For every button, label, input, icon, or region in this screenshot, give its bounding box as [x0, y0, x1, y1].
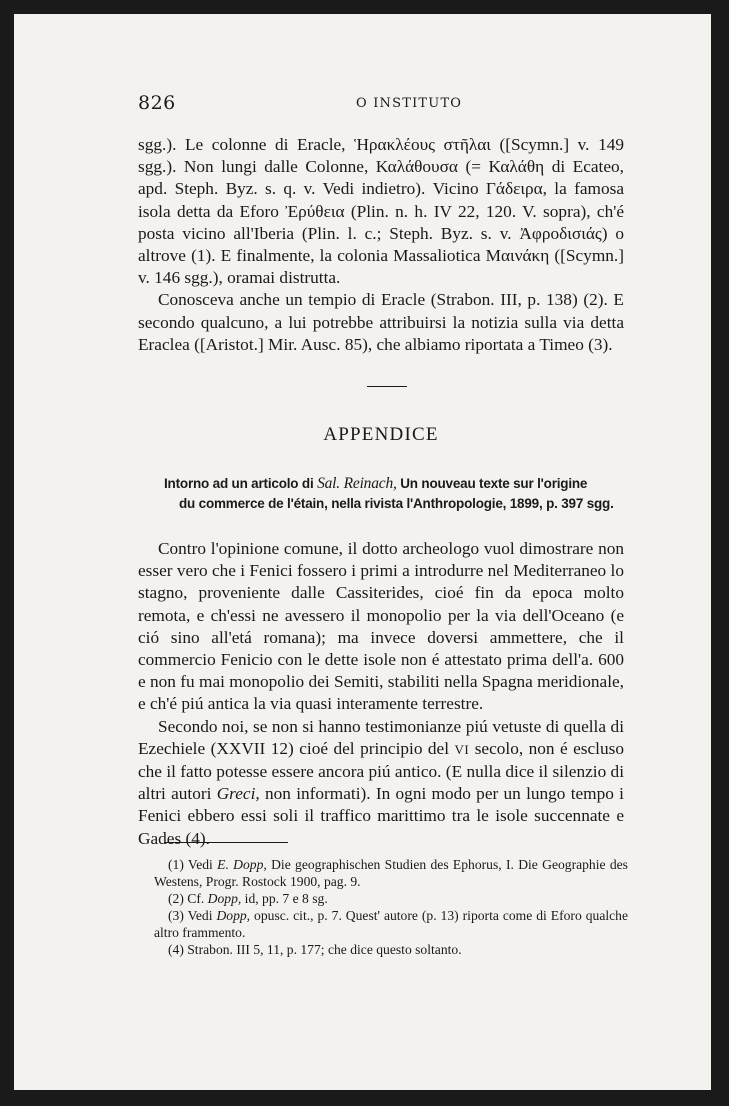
running-head: O INSTITUTO	[356, 96, 463, 111]
paragraph-text: Secondo noi, se non si hanno testimonianze piú vetuste di quella di Ezechiele (XXVII 12) cioé del principio del	[138, 716, 624, 758]
paragraph: sgg.). Le colonne di Eracle, Ἡρακλέους στῆλαι ([Scymn.] v. 149 sgg.). Non lungi dalle Colonne, Καλάθουσα (= Καλάθη di Ecateo, apd. Steph. Byz. s. q. v. Vedi indietro). Vicino Γάδειρα, la famosa isola detta da Eforo Ἐρύθεια (Plin. n. h. IV 22, 120. V. sopra), ch'é posta vicino all'Iberia (Plin. l. c.; Steph. Byz. s. v. Ἀφροδισιάς) o altrove (1). E finalmente, la colonia Massaliotica Μαινάκη ([Scymn.] v. 146 sgg.), oramai distrutta.	[138, 135, 624, 288]
footnote-3	[154, 907, 628, 941]
subheading-text: du commerce de l'étain, nella rivista l'Anthropologie, 1899, p. 397 sgg.	[179, 496, 614, 511]
subheading-author: Sal. Reinach,	[317, 475, 397, 492]
footnote-text: (3) Vedi	[168, 908, 213, 923]
scanned-page	[14, 14, 711, 1090]
section-divider	[367, 386, 407, 387]
footnote-text: Die geographischen Studien des Ephorus, I. Die Geographie des Westens, Progr. Rostock 1900, pag. 9.	[154, 857, 628, 889]
body-text-main	[138, 538, 624, 850]
paragraph-text: non informati). In ogni modo per un lungo tempo i Fenici ebbero essi soli il traffico marittimo tra le isole succennate e Gades (4).	[138, 784, 624, 848]
page-header	[138, 92, 647, 114]
paragraph: Contro l'opinione comune, il dotto archeologo vuol dimostrare non esser vero che i Fenici fossero i primi a introdurre nel Mediterraneo lo stagno, proveniente dalle Cassiterides, cioé fin da epoca molto remota, e ch'essi ne avessero il monopolio per la via dell'Oceano (e ció sino all'etá romana); ma invece doversi ammettere, che il commercio Fenicio con le dette isole non é attestato prima dell'a. 600 e non fu mai monopolio dei Semiti, stabiliti nella Spagna meridionale, e ch'é piú antica la via quasi interamente terrestre.	[138, 539, 624, 714]
paragraph-text: secolo, non é escluso che il fatto potesse essere ancora piú antico. (E nulla dice il silenzio di altri autori	[138, 738, 624, 804]
paragraph	[138, 716, 624, 850]
footnote-text: opusc. cit., p. 7. Quest' autore (p. 13) riporta come di Eforo qualche altro frammento.	[154, 908, 628, 940]
page-number: 826	[138, 92, 176, 114]
subheading-text: Un nouveau texte sur l'origine	[400, 476, 588, 491]
footnote-text: id, pp. 7 e 8 sg.	[244, 891, 328, 906]
paragraph: Conosceva anche un tempio di Eracle (Strabon. III, p. 138) (2). E secondo qualcuno, a lui potrebbe attribuirsi la notizia sulla via detta Eraclea ([Aristot.] Mir. Ausc. 85), che albiamo riportata a Timeo (3).	[138, 290, 624, 354]
appendix-title: APPENDICE	[323, 424, 439, 445]
body-text-top	[138, 134, 624, 356]
footnote-text: (2) Cf.	[168, 891, 205, 906]
footnotes	[154, 856, 628, 958]
footnote-1	[154, 856, 628, 890]
footnote-author: Dopp,	[207, 891, 242, 906]
appendix-subheading	[164, 474, 624, 514]
footnote-rule	[164, 842, 288, 843]
italic-word: Greci,	[216, 784, 260, 804]
footnote-author: Dopp,	[216, 908, 251, 923]
subheading-text: Intorno ad un articolo di	[164, 476, 314, 491]
footnote-4: (4) Strabon. III 5, 11, p. 177; che dice questo soltanto.	[168, 942, 462, 957]
footnote-text: (1) Vedi	[168, 857, 213, 872]
footnote-2	[154, 890, 628, 907]
century-numeral: VI	[454, 741, 470, 757]
footnote-author: E. Dopp,	[217, 857, 267, 872]
